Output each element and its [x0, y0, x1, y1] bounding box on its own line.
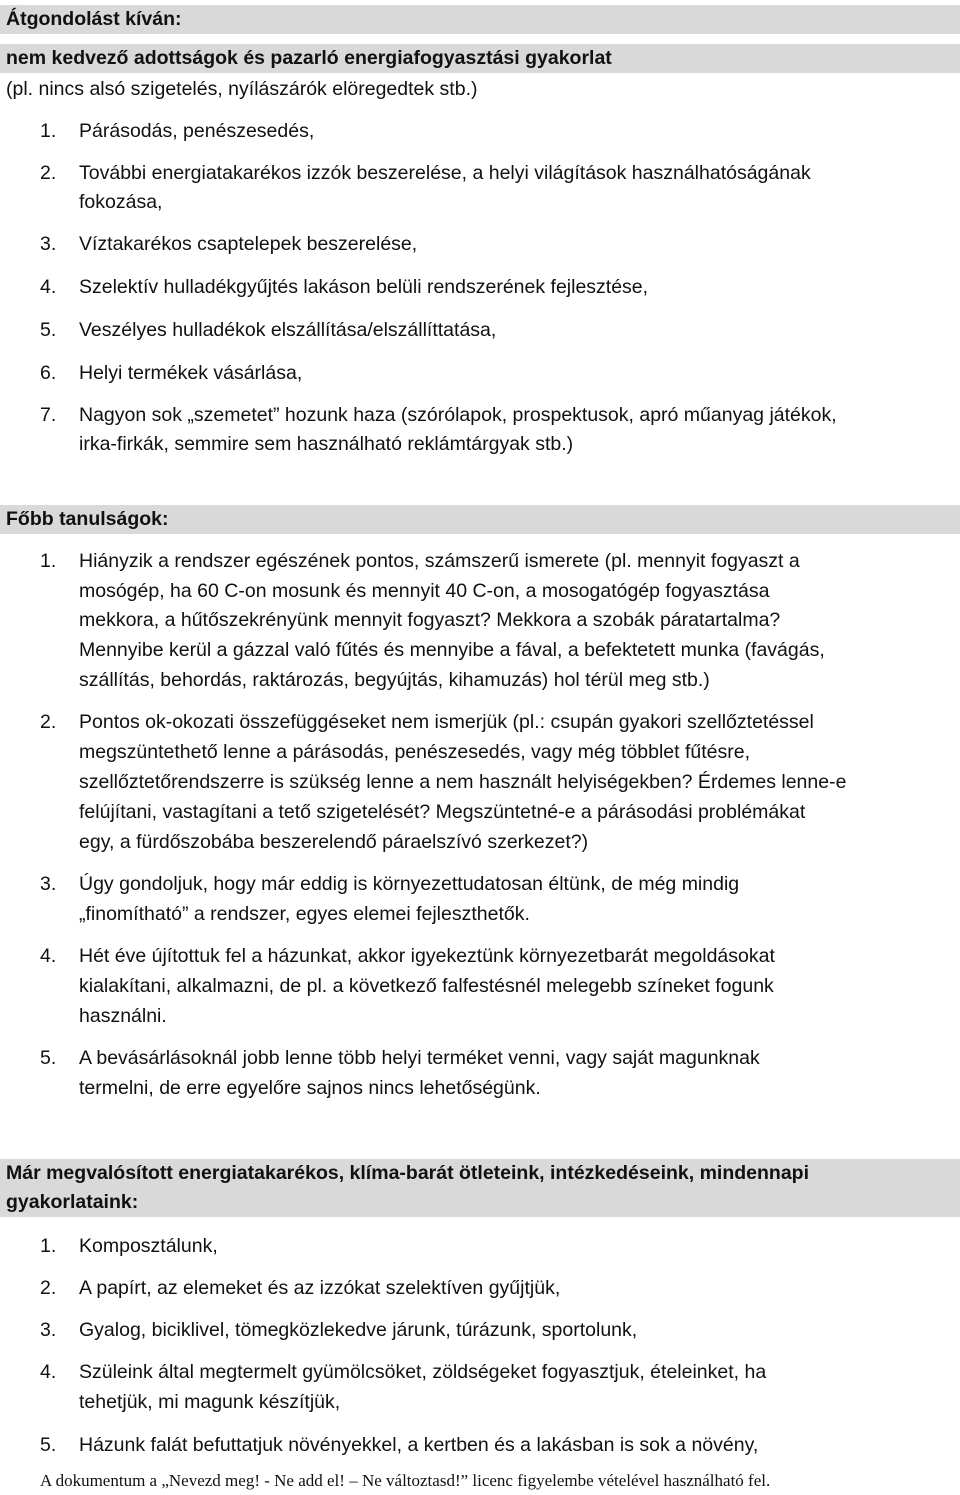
- list-text: Szelektív hulladékgyűjtés lakáson belüli rendszerének fejlesztése,: [79, 276, 649, 298]
- list-number: 2.: [40, 711, 57, 733]
- list-number: 3.: [40, 873, 57, 895]
- list-text: mekkora, a hűtőszekrényünk mennyit fogyaszt? Mekkora a szobák páratartalma?: [79, 609, 781, 631]
- list-number: 4.: [40, 1361, 57, 1383]
- list-text: tehetjük, mi magunk készítjük,: [79, 1391, 341, 1413]
- list-text: megszüntethető lenne a párásodás, penészesedés, vagy még többlet fűtésre,: [79, 741, 751, 763]
- list-text: Nagyon sok „szemetet” hozunk haza (szórólapok, prospektusok, apró műanyag játékok,: [79, 404, 837, 426]
- list-number: 2.: [40, 162, 57, 184]
- list-number: 1.: [40, 120, 57, 142]
- list-text: További energiatakarékos izzók beszerelése, a helyi világítások használhatóságának: [79, 162, 811, 184]
- list-text: Víztakarékos csaptelepek beszerelése,: [79, 233, 418, 255]
- list-text: termelni, de erre egyelőre sajnos nincs lehetőségünk.: [79, 1077, 541, 1099]
- section1-subheading: nem kedvező adottságok és pazarló energiafogyasztási gyakorlat: [0, 44, 960, 73]
- list-text: Hiányzik a rendszer egészének pontos, számszerű ismerete (pl. mennyit fogyaszt a: [79, 550, 800, 572]
- list-text: Úgy gondoljuk, hogy már eddig is környezettudatosan éltünk, de még mindig: [79, 873, 740, 895]
- list-text: szállítás, behordás, raktározás, begyújtás, kihamuzás) hol térül meg stb.): [79, 669, 710, 691]
- list-text: felújítani, vastagítani a tető szigetelését? Megszüntetné-e a párásodási problémákat: [79, 801, 806, 823]
- list-text: kialakítani, alkalmazni, de pl. a következő falfestésnél melegebb színeket fogunk: [79, 975, 774, 997]
- list-number: 7.: [40, 404, 57, 426]
- list-text: Gyalog, biciklivel, tömegközlekedve járunk, túrázunk, sportolunk,: [79, 1319, 638, 1341]
- list-number: 3.: [40, 1319, 57, 1341]
- list-number: 1.: [40, 1235, 57, 1257]
- list-text: „finomítható” a rendszer, egyes elemei fejleszthetők.: [79, 903, 530, 925]
- list-text: A papírt, az elemeket és az izzókat szelektíven gyűjtjük,: [79, 1277, 561, 1299]
- list-number: 4.: [40, 945, 57, 967]
- section3-heading: [0, 1159, 960, 1217]
- list-number: 1.: [40, 550, 57, 572]
- section1-heading: Átgondolást kíván:: [0, 5, 960, 34]
- list-text: Helyi termékek vásárlása,: [79, 362, 303, 384]
- list-text: Mennyibe kerül a gázzal való fűtés és mennyibe a fával, a befektetett munka (favágás,: [79, 639, 825, 661]
- list-text: használni.: [79, 1005, 167, 1027]
- list-text: szellőztetőrendszerre is szükség lenne a nem használt helyiségekben? Érdemes lenne-e: [79, 771, 847, 793]
- section1-note: (pl. nincs alsó szigetelés, nyílászárók elöregedtek stb.): [6, 78, 478, 100]
- list-text: Párásodás, penészesedés,: [79, 120, 315, 142]
- list-text: Hét éve újítottuk fel a házunkat, akkor igyekeztünk környezetbarát megoldásokat: [79, 945, 775, 967]
- list-text: Szüleink által megtermelt gyümölcsöket, zöldségeket fogyasztjuk, ételeinket, ha: [79, 1361, 767, 1383]
- list-text: irka-firkák, semmire sem használható reklámtárgyak stb.): [79, 433, 574, 455]
- list-text: Pontos ok-okozati összefüggéseket nem ismerjük (pl.: csupán gyakori szellőztetéssel: [79, 711, 814, 733]
- list-number: 5.: [40, 1047, 57, 1069]
- list-text: A bevásárlásoknál jobb lenne több helyi terméket venni, vagy saját magunknak: [79, 1047, 760, 1069]
- list-number: 6.: [40, 362, 57, 384]
- list-number: 3.: [40, 233, 57, 255]
- license-footer: A dokumentum a „Nevezd meg! - Ne add el! – Ne változtasd!” licenc figyelembe vételével használható fel.: [40, 1471, 771, 1490]
- section3-heading-line: Már megvalósított energiatakarékos, klíma-barát ötleteink, intézkedéseink, mindennapi: [6, 1162, 810, 1184]
- section2-heading: Főbb tanulságok:: [0, 505, 960, 534]
- list-number: 5.: [40, 319, 57, 341]
- list-text: Veszélyes hulladékok elszállítása/elszállíttatása,: [79, 319, 497, 341]
- list-text: Komposztálunk,: [79, 1235, 218, 1257]
- list-number: 2.: [40, 1277, 57, 1299]
- list-text: fokozása,: [79, 191, 163, 213]
- section3-heading-line: gyakorlataink:: [6, 1191, 139, 1213]
- list-text: mosógép, ha 60 C-on mosunk és mennyit 40 C-on, a mosogatógép fogyasztása: [79, 580, 770, 602]
- list-number: 5.: [40, 1434, 57, 1456]
- list-number: 4.: [40, 276, 57, 298]
- list-text: egy, a fürdőszobába beszerelendő páraelszívó szerkezet?): [79, 831, 589, 853]
- list-text: Házunk falát befuttatjuk növényekkel, a kertben és a lakásban is sok a növény,: [79, 1434, 759, 1456]
